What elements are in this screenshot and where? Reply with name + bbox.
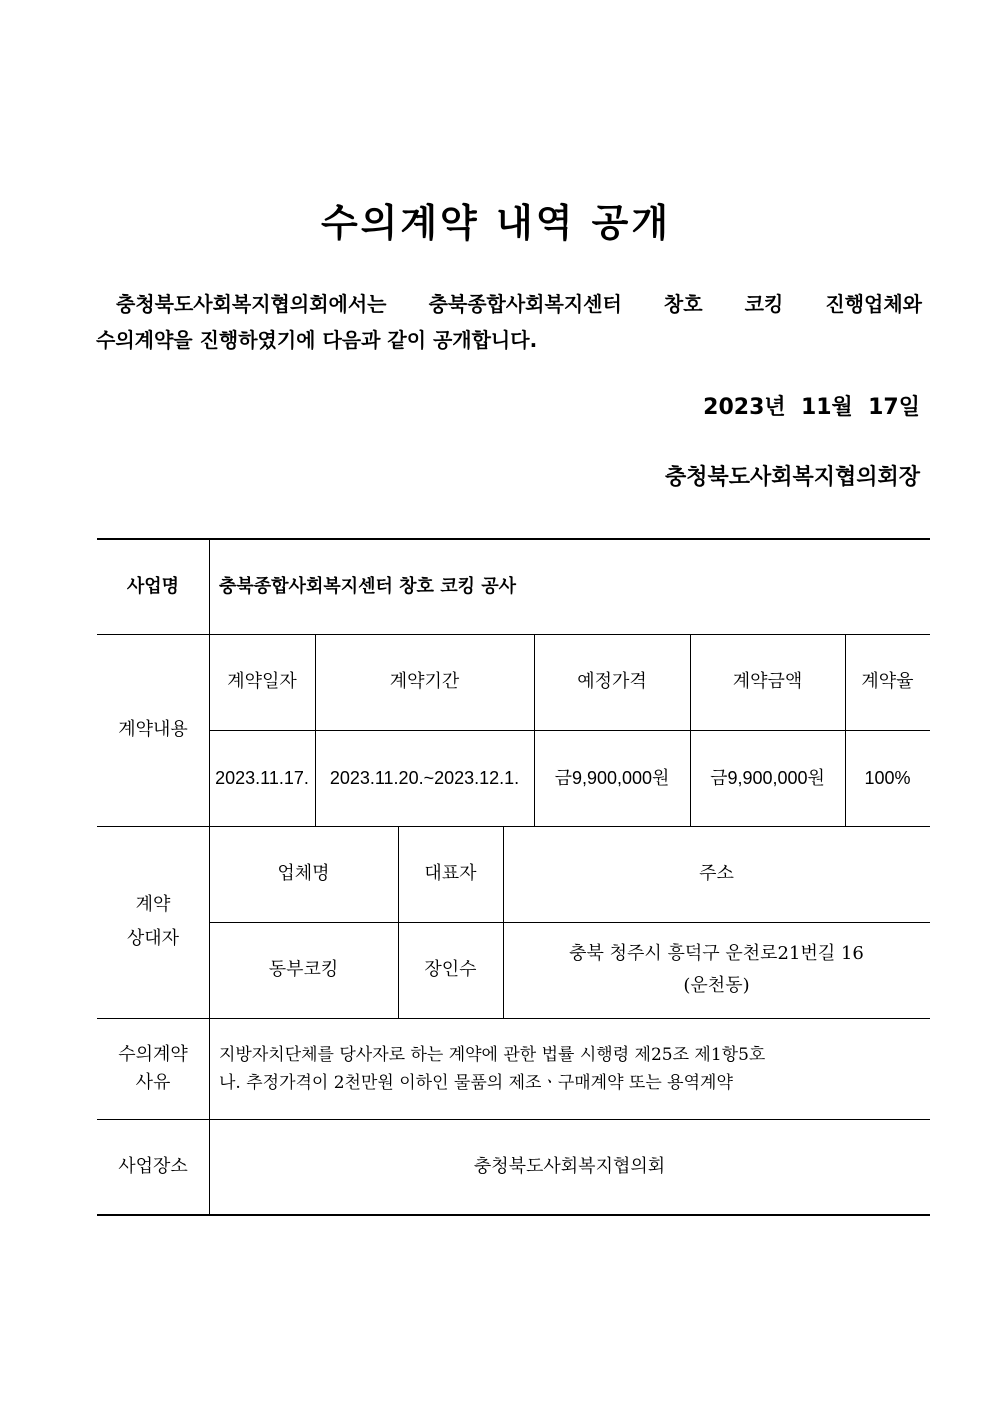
contract-date: 2023.11.17.: [215, 768, 309, 788]
contract-period: 2023.11.20.~2023.12.1.: [329, 768, 520, 788]
company-address: [503, 922, 930, 1018]
signer: 충청북도사회복지협의회장: [664, 465, 920, 490]
location-label: 사업장소: [118, 1155, 188, 1177]
reason-label: [97, 1018, 209, 1119]
reason-line-1: 지방자치단체를 당사자로 하는 계약에 관한 법률 시행령 제25조 제1항5호: [219, 1044, 766, 1065]
header-contract-date: 계약일자: [227, 671, 297, 692]
counterparty-label-line-1: 계약: [135, 894, 171, 915]
header-representative: 대표자: [424, 863, 477, 884]
intro-line-2: 수의계약을 진행하였기에 다음과 같이 공개합니다.: [96, 328, 538, 352]
reason-label-line-2: 사유: [135, 1071, 171, 1093]
intro-line-1: 충청북도사회복지협의회에서는 충북종합사회복지센터 창호 코킹 진행업체와: [116, 292, 922, 316]
header-address: 주소: [699, 863, 734, 884]
header-estimated-price: 예정가격: [577, 671, 647, 692]
header-contract-amount: 계약금액: [732, 671, 803, 692]
address-line-2: (운천동): [683, 975, 750, 996]
reason-line-2: 나. 추정가격이 2천만원 이하인 물품의 제조ㆍ구매계약 또는 용역계약: [219, 1072, 733, 1093]
contract-rate: 100%: [864, 768, 911, 788]
contract-amount: 금9,900,000원: [710, 768, 825, 788]
company-name: 동부코킹: [268, 959, 339, 980]
project-label: 사업명: [126, 575, 180, 597]
project-location: 충청북도사회복지협의회: [473, 1155, 666, 1177]
header-contract-rate: 계약율: [861, 671, 914, 692]
counterparty-label: [97, 826, 209, 1018]
estimated-price: 금9,900,000원: [554, 768, 670, 788]
address-line-1: 충북 청주시 흥덕구 운천로21번길 16: [569, 943, 864, 964]
project-name: 충북종합사회복지센터 창호 코킹 공사: [219, 575, 517, 597]
reason-label-line-1: 수의계약: [118, 1043, 188, 1065]
header-contract-period: 계약기간: [389, 671, 460, 692]
counterparty-label-line-2: 상대자: [126, 928, 180, 949]
announcement-date: 2023년 11월 17일: [703, 395, 920, 420]
header-company-name: 업체명: [277, 863, 330, 884]
contract-label: 계약내용: [118, 719, 188, 740]
document-title: 수의계약 내역 공개: [320, 201, 672, 245]
reason-text: [209, 1018, 930, 1119]
representative-name: 장인수: [424, 959, 477, 980]
table-bottom-border: [97, 1214, 930, 1216]
